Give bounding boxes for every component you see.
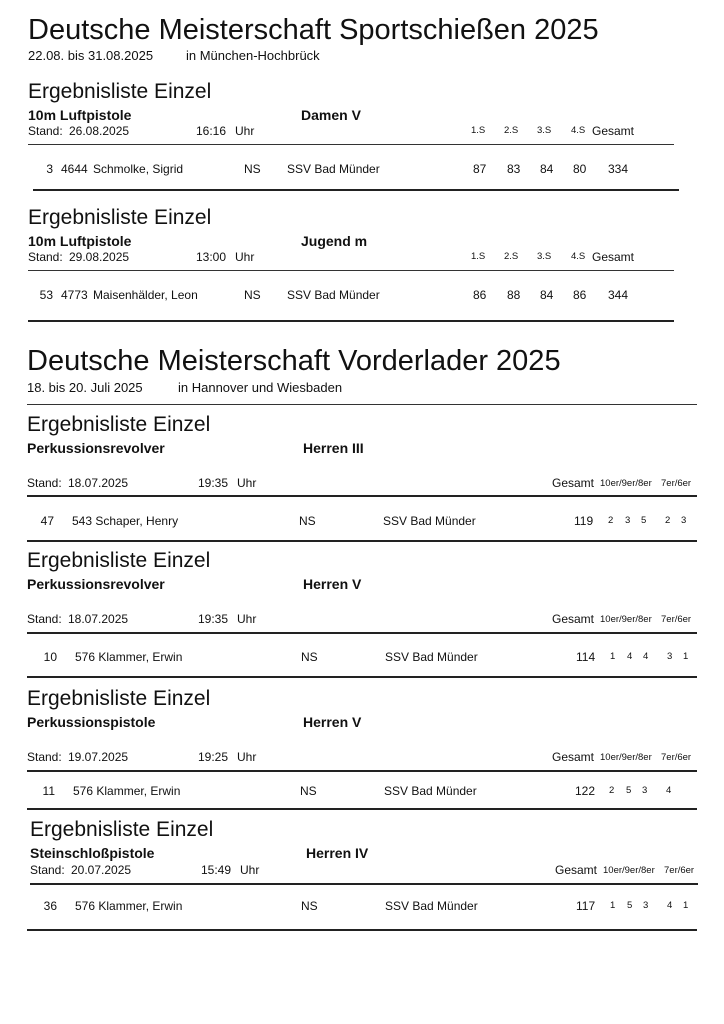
count-7: 3 [667,651,673,662]
score-3: 84 [540,162,554,176]
shooter-name: 543 Schaper, Henry [72,514,179,528]
shooter-name: Schmolke, Sigrid [93,162,184,176]
stand-date: 19.07.2025 [68,750,129,764]
event-title: Deutsche Meisterschaft Vorderlader 2025 [27,345,561,377]
col-header: 2.S [504,251,519,262]
total-header: Gesamt [552,476,595,490]
count-10: 1 [610,900,616,911]
count-7: 2 [665,515,671,526]
section-heading: Ergebnisliste Einzel [28,80,212,103]
count-header: 10er/9er/8er [603,865,655,876]
score-2: 83 [507,162,521,176]
stand-date: 18.07.2025 [68,612,129,626]
stand-date: 20.07.2025 [71,863,132,877]
discipline: Perkussionspistole [27,714,156,730]
club: SSV Bad Münder [385,650,478,664]
stand-label: Stand: [30,863,65,877]
count-9: 4 [627,651,633,662]
shooter-name: Maisenhälder, Leon [93,288,198,302]
count-8: 3 [643,900,649,911]
uhr-label: Uhr [240,863,260,877]
section-divider [27,808,697,810]
count-7: 4 [666,785,672,796]
state: NS [244,288,261,302]
section-heading: Ergebnisliste Einzel [27,549,211,572]
total: 334 [608,162,629,176]
count-7: 4 [667,900,673,911]
stand-date: 29.08.2025 [69,250,130,264]
section-divider [28,320,674,322]
rank: 3 [46,162,53,176]
count-6: 3 [681,515,687,526]
count-header: 7er/6er [661,614,692,625]
rank: 53 [39,288,53,302]
score-4: 86 [573,288,587,302]
club: SSV Bad Münder [287,288,380,302]
stand-time: 19:35 [198,612,229,626]
uhr-label: Uhr [235,250,255,264]
class: Herren III [303,440,364,456]
col-header: Gesamt [592,250,635,264]
count-8: 4 [643,651,649,662]
club: SSV Bad Münder [384,784,477,798]
stand-label: Stand: [27,750,62,764]
club: SSV Bad Münder [287,162,380,176]
count-header: 7er/6er [661,478,692,489]
rank: 11 [42,784,55,798]
event-title: Deutsche Meisterschaft Sportschießen 2025 [28,14,599,46]
shooter-name: 576 Klammer, Erwin [73,784,181,798]
count-10: 1 [610,651,616,662]
count-10: 2 [608,515,614,526]
section-divider [27,676,697,678]
divider [28,270,674,271]
stand-date: 26.08.2025 [69,124,130,138]
divider [28,144,674,145]
stand-time: 16:16 [196,124,227,138]
count-8: 5 [641,515,647,526]
state: NS [300,784,317,798]
discipline: 10m Luftpistole [28,107,132,123]
stand-label: Stand: [28,124,63,138]
count-9: 3 [625,515,631,526]
state: NS [299,514,316,528]
col-header: 3.S [537,251,552,262]
section-divider [27,929,697,931]
discipline: Steinschloßpistole [30,845,155,861]
rank: 36 [43,899,57,913]
event-dates: 22.08. bis 31.08.2025 [28,48,154,63]
stand-date: 18.07.2025 [68,476,129,490]
section-heading: Ergebnisliste Einzel [27,413,211,436]
count-6: 1 [683,651,689,662]
total: 117 [576,899,596,913]
uhr-label: Uhr [237,750,257,764]
col-header: 1.S [471,125,486,136]
stand-time: 13:00 [196,250,227,264]
club: SSV Bad Münder [385,899,478,913]
stand-label: Stand: [27,476,62,490]
total-header: Gesamt [555,863,598,877]
class: Herren IV [306,845,369,861]
count-6: 1 [683,900,689,911]
divider [27,404,697,405]
count-header: 10er/9er/8er [600,614,652,625]
total: 114 [576,650,596,664]
divider [27,495,697,497]
divider [27,632,697,634]
divider [30,883,698,885]
section-heading: Ergebnisliste Einzel [30,818,214,841]
rank: 47 [40,514,54,528]
shooter-id: 4644 [61,162,88,176]
event-location: in Hannover und Wiesbaden [178,380,343,395]
total: 119 [574,514,594,528]
rank: 10 [43,650,57,664]
section-divider [27,540,697,542]
count-8: 3 [642,785,648,796]
count-header: 10er/9er/8er [600,752,652,763]
state: NS [301,650,318,664]
score-1: 86 [473,288,487,302]
section-divider [33,189,679,191]
count-10: 2 [609,785,615,796]
col-header: 4.S [571,251,586,262]
total: 344 [608,288,629,302]
stand-label: Stand: [27,612,62,626]
discipline: Perkussionsrevolver [27,576,165,592]
class: Jugend m [301,233,368,249]
count-9: 5 [627,900,633,911]
col-header: 1.S [471,251,486,262]
shooter-name: 576 Klammer, Erwin [75,650,183,664]
total-header: Gesamt [552,750,595,764]
class: Herren V [303,714,362,730]
count-header: 7er/6er [661,752,692,763]
state: NS [301,899,318,913]
stand-time: 19:25 [198,750,229,764]
state: NS [244,162,261,176]
event-dates: 18. bis 20. Juli 2025 [27,380,143,395]
stand-time: 15:49 [201,863,232,877]
divider [27,770,697,772]
uhr-label: Uhr [237,612,257,626]
uhr-label: Uhr [237,476,257,490]
col-header: 2.S [504,125,519,136]
section-heading: Ergebnisliste Einzel [28,206,212,229]
discipline: Perkussionsrevolver [27,440,165,456]
club: SSV Bad Münder [383,514,476,528]
section-heading: Ergebnisliste Einzel [27,687,211,710]
shooter-name: 576 Klammer, Erwin [75,899,183,913]
count-header: 7er/6er [664,865,695,876]
score-3: 84 [540,288,554,302]
discipline: 10m Luftpistole [28,233,132,249]
count-9: 5 [626,785,632,796]
stand-time: 19:35 [198,476,229,490]
stand-label: Stand: [28,250,63,264]
col-header: 4.S [571,125,586,136]
class: Damen V [301,107,361,123]
uhr-label: Uhr [235,124,255,138]
score-2: 88 [507,288,521,302]
count-header: 10er/9er/8er [600,478,652,489]
shooter-id: 4773 [61,288,88,302]
total-header: Gesamt [552,612,595,626]
score-4: 80 [573,162,587,176]
class: Herren V [303,576,362,592]
col-header: Gesamt [592,124,635,138]
total: 122 [575,784,596,798]
event-location: in München-Hochbrück [186,48,320,63]
col-header: 3.S [537,125,552,136]
score-1: 87 [473,162,487,176]
